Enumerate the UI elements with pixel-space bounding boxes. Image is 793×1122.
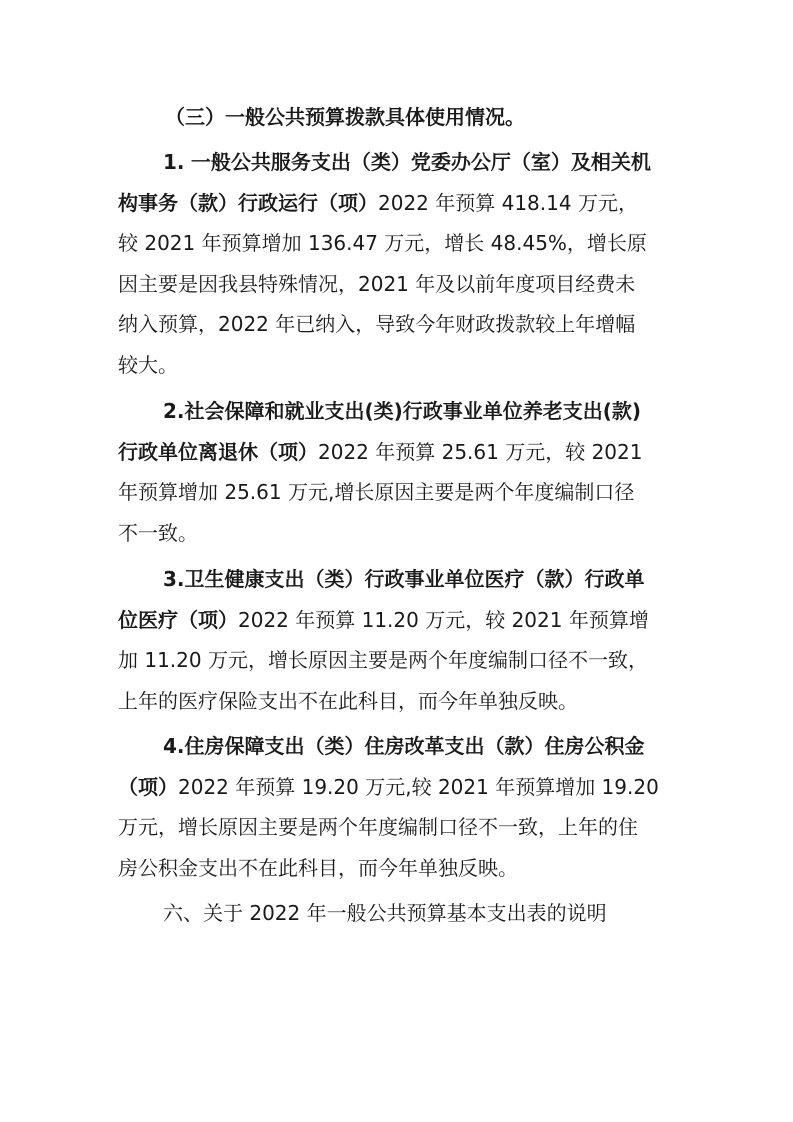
paragraph-line: 较 2021 年预算增加 136.47 万元，增长 48.45%，增长原 bbox=[118, 231, 647, 255]
paragraph-line bbox=[118, 726, 678, 767]
paragraph-line bbox=[118, 183, 678, 224]
item-number: 3. bbox=[163, 567, 185, 591]
paragraph-line bbox=[118, 432, 678, 473]
paragraph-2 bbox=[118, 391, 678, 553]
paragraph-line: 房公积金支出不在此科目，而今年单独反映。 bbox=[118, 855, 518, 880]
paragraph-1 bbox=[118, 142, 678, 385]
item-number: 2. bbox=[163, 399, 185, 423]
closing-heading: 六、关于 2022 年一般公共预算基本支出表的说明 bbox=[163, 901, 607, 925]
section-heading: （三）一般公共预算拨款具体使用情况。 bbox=[165, 105, 525, 129]
body-text: 2022 年预算 418.14 万元， bbox=[378, 190, 638, 215]
paragraph-line: 万元，增长原因主要是两个年度编制口径不一致，上年的住 bbox=[118, 815, 638, 839]
paragraph-3 bbox=[118, 559, 678, 721]
paragraph-line bbox=[118, 559, 678, 600]
body-text: 2022 年预算 19.20 万元,较 2021 年预算增加 19.20 bbox=[178, 774, 659, 799]
item-title: 住房保障支出（类）住房改革支出（款）住房公积金 bbox=[184, 734, 645, 758]
paragraph-line: 不一致。 bbox=[118, 520, 198, 545]
item-title: 构事务（款）行政运行（项） bbox=[118, 190, 378, 215]
paragraph-line: 加 11.20 万元，增长原因主要是两个年度编制口径不一致， bbox=[118, 648, 648, 672]
item-title: 社会保障和就业支出(类)行政事业单位养老支出(款) bbox=[184, 399, 642, 423]
body-text: 2022 年预算 11.20 万元，较 2021 年预算增 bbox=[238, 607, 649, 632]
paragraph-line: 上年的医疗保险支出不在此科目，而今年单独反映。 bbox=[118, 688, 578, 713]
paragraph-line: 因主要是因我县特殊情况，2021 年及以前年度项目经费未 bbox=[118, 271, 636, 296]
item-number: 1. bbox=[163, 150, 185, 174]
paragraph-line bbox=[118, 767, 678, 808]
paragraph-line bbox=[118, 391, 678, 432]
item-title: 卫生健康支出（类）行政事业单位医疗（款）行政单 bbox=[184, 567, 645, 591]
item-title: 一般公共服务支出（类）党委办公厅（室）及相关机 bbox=[190, 150, 651, 174]
paragraph-4 bbox=[118, 726, 678, 888]
item-title: （项） bbox=[118, 774, 178, 799]
paragraph-line bbox=[118, 600, 678, 641]
item-title: 行政单位离退休（项） bbox=[118, 439, 318, 464]
paragraph-line: 年预算增加 25.61 万元,增长原因主要是两个年度编制口径 bbox=[118, 480, 635, 504]
body-text: 2022 年预算 25.61 万元，较 2021 bbox=[318, 439, 643, 464]
paragraph-line: 较大。 bbox=[118, 352, 178, 377]
paragraph-line: 纳入预算，2022 年已纳入，导致今年财政拨款较上年增幅 bbox=[118, 312, 636, 336]
item-number: 4. bbox=[163, 734, 185, 758]
paragraph-line bbox=[118, 142, 678, 183]
item-title: 位医疗（项） bbox=[118, 607, 238, 632]
